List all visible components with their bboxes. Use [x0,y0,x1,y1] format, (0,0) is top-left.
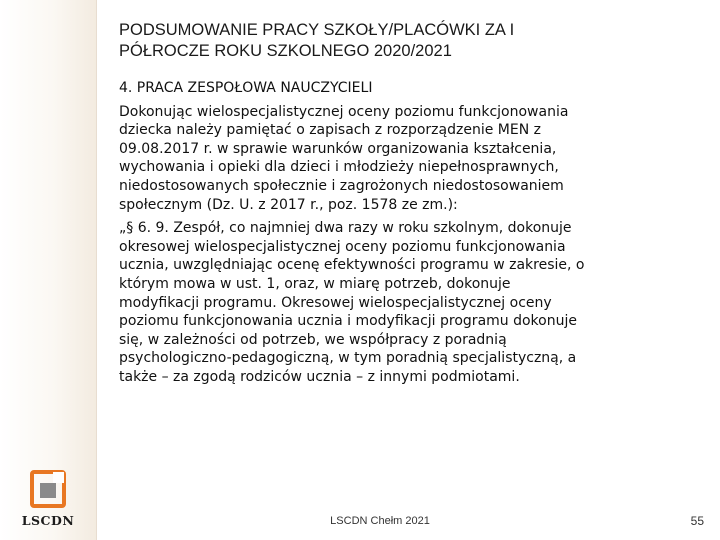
text-line: okresowej wielospecjalistycznej oceny poziomu funkcjonowania [119,238,566,255]
text-line: ucznia, uwzględniając ocenę efektywności programu w zakresie, o [119,257,585,274]
logo-white-notch [53,472,64,483]
decorative-side-bar [0,0,97,540]
paragraph-intro [119,103,694,215]
page-number: 55 [690,514,704,528]
slide-title [119,20,679,62]
text-line: 09.08.2017 r. w sprawie warunków organizowania kształcenia, [119,140,557,157]
lscdn-logo-mark-icon [28,470,68,510]
text-line: psychologiczno-pedagogiczną, w tym poradnią specjalistyczną, a [119,350,577,367]
footer-text: LSCDN Chełm 2021 [330,515,430,527]
text-line: modyfikacji programu. Okresowej wielospecjalistycznej oceny [119,294,552,311]
text-line: Dokonując wielospecjalistycznej oceny poziomu funkcjonowania [119,103,569,120]
text-line: się, w zależności od potrzeb, we współpracy z poradnią [119,331,507,348]
text-line: wychowania i opieki dla dzieci i młodzieży niepełnosprawnych, [119,159,559,176]
text-line: niedostosowanych społecznie i zagrożonych niedostosowaniem [119,177,564,194]
text-line: także – za zgodą rodziców ucznia – z innymi podmiotami. [119,368,520,385]
slide-body [119,79,694,392]
logo-text: LSCDN [21,513,75,528]
text-line: „§ 6. 9. Zespół, co najmniej dwa razy w roku szkolnym, dokonuje [119,220,572,237]
section-heading: 4. PRACA ZESPOŁOWA NAUCZYCIELI [119,80,373,96]
lscdn-logo [8,470,88,530]
logo-gray-block [40,483,56,498]
slide-title-line: PÓŁROCZE ROKU SZKOLNEGO 2020/2021 [119,42,452,60]
text-line: którym mowa w ust. 1, oraz, w miarę potrzeb, dokonuje [119,275,511,292]
text-line: społecznym (Dz. U. z 2017 r., poz. 1578 ze zm.): [119,196,458,213]
text-line: poziomu funkcjonowania ucznia i modyfikacji programu dokonuje [119,313,577,330]
slide-title-line: PODSUMOWANIE PRACY SZKOŁY/PLACÓWKI ZA I [119,21,515,39]
paragraph-quote [119,219,694,386]
text-line: dziecka należy pamiętać o zapisach z rozporządzenie MEN z [119,122,541,139]
